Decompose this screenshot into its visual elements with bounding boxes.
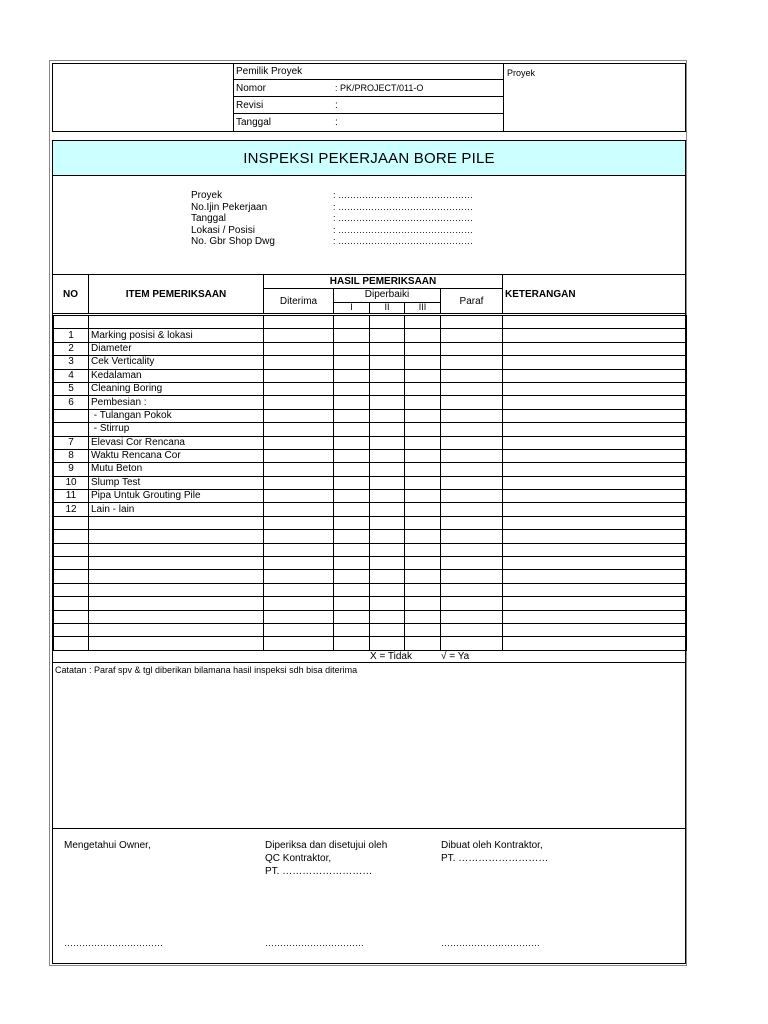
header-item: ITEM PEMERIKSAAN: [125, 289, 227, 300]
table-row: [54, 557, 687, 570]
revisi-row: [233, 97, 503, 114]
header-i: I: [350, 302, 353, 312]
tanggal-header-label: Tanggal: [236, 117, 272, 128]
info-row: [191, 236, 501, 248]
table-row: [54, 623, 687, 636]
table-header: [53, 274, 685, 314]
row-no: 1: [54, 329, 89, 342]
table-row: [54, 409, 687, 422]
header-keterangan: KETERANGAN: [505, 289, 576, 300]
table-row: [54, 356, 687, 369]
table-row: [54, 490, 687, 503]
table-row: [54, 316, 687, 329]
row-item: Diameter: [89, 342, 264, 355]
row-item: Cek Verticality: [89, 356, 264, 369]
table-row: [54, 637, 687, 650]
info-label: No.Ijin Pekerjaan: [191, 201, 268, 213]
row-no: 9: [54, 463, 89, 476]
row-item: Elevasi Cor Rencana: [89, 436, 264, 449]
legend-row: [53, 651, 685, 663]
catatan-note: Catatan : Paraf spv & tgl diberikan bilamana hasil inspeksi sdh bisa diterima: [55, 665, 358, 675]
info-label: Lokasi / Posisi: [191, 224, 255, 236]
row-item: - Stirrup: [89, 423, 264, 436]
row-item: Slump Test: [89, 476, 264, 489]
header-ii: II: [384, 302, 390, 312]
row-item: Mutu Beton: [89, 463, 264, 476]
logo-cell: [53, 64, 234, 131]
qc-signature-line: ……………………………: [265, 938, 364, 948]
info-value: : ………………………………………: [333, 201, 474, 212]
table-row: [54, 436, 687, 449]
table-row: [54, 516, 687, 529]
row-item: Pipa Untuk Grouting Pile: [89, 490, 264, 503]
table-row: [54, 503, 687, 516]
row-item: - Tulangan Pokok: [89, 409, 264, 422]
header-paraf: Paraf: [459, 296, 484, 307]
info-value: : ………………………………………: [333, 236, 474, 246]
qc-caption-2: QC Kontraktor,: [265, 853, 332, 864]
kontraktor-signature-line: ……………………………: [441, 938, 540, 948]
pemilik-label: Pemilik Proyek: [236, 66, 303, 77]
form-title: INSPEKSI PEKERJAAN BORE PILE: [243, 149, 495, 167]
table-row: [54, 449, 687, 462]
info-row: [191, 190, 501, 202]
row-no: [54, 423, 89, 436]
nomor-label: Nomor: [236, 83, 267, 94]
nomor-row: [233, 80, 503, 97]
info-label: Tanggal: [191, 213, 227, 224]
owner-caption: Mengetahui Owner,: [64, 840, 151, 851]
info-value: : ………………………………………: [333, 190, 474, 200]
nomor-value: : PK/PROJECT/011-O: [335, 83, 424, 93]
info-value: : ………………………………………: [333, 213, 474, 223]
table-row: [54, 543, 687, 556]
table-row: [54, 530, 687, 543]
title-bar: [53, 141, 685, 176]
row-item: Lain - lain: [89, 503, 264, 516]
row-no: 4: [54, 369, 89, 382]
revisi-label: Revisi: [236, 100, 264, 111]
table-row: [54, 610, 687, 623]
info-fields: [191, 190, 501, 248]
header-no: NO: [63, 289, 78, 300]
row-no: 3: [54, 356, 89, 369]
info-value: : ………………………………………: [333, 224, 474, 235]
pemilik-row: [233, 63, 503, 80]
info-row: [191, 225, 501, 237]
table-row: [54, 583, 687, 596]
revisi-value: :: [335, 100, 338, 111]
row-no: 5: [54, 382, 89, 395]
signature-divider: [53, 828, 685, 829]
table-row: [54, 570, 687, 583]
row-no: 10: [54, 476, 89, 489]
signature-qc: [265, 839, 387, 878]
header-iii: III: [418, 302, 427, 312]
kontraktor-company: PT. ………………………: [441, 853, 549, 864]
info-label: Proyek: [191, 190, 223, 201]
row-no: 11: [54, 490, 89, 503]
table-row: [54, 597, 687, 610]
table-row: [54, 396, 687, 409]
header-hasil: HASIL PEMERIKSAAN: [329, 276, 437, 287]
owner-signature-line: ……………………………: [64, 938, 163, 948]
qc-caption-1: Diperiksa dan disetujui oleh: [265, 840, 388, 851]
row-item: Cleaning Boring: [89, 382, 264, 395]
row-no: 6: [54, 396, 89, 409]
row-no: 2: [54, 342, 89, 355]
legend-ya: √ = Ya: [441, 651, 470, 662]
info-row: [191, 213, 501, 225]
kontraktor-caption: Dibuat oleh Kontraktor,: [441, 840, 543, 851]
table-row: [54, 369, 687, 382]
tanggal-header-value: :: [335, 117, 338, 128]
header-diperbaiki: Diperbaiki: [364, 289, 410, 300]
qc-company: PT. ………………………: [265, 866, 373, 877]
header-diterima: Diterima: [279, 296, 318, 307]
row-item: Waktu Rencana Cor: [89, 449, 264, 462]
table-row: [54, 463, 687, 476]
table-row: [54, 342, 687, 355]
row-no: 12: [54, 503, 89, 516]
row-no: 7: [54, 436, 89, 449]
project-cell: [503, 64, 686, 131]
row-no: [54, 409, 89, 422]
signature-owner: [64, 839, 151, 852]
table-row: [54, 329, 687, 342]
info-row: [191, 202, 501, 214]
row-no: 8: [54, 449, 89, 462]
tanggal-row: [233, 114, 503, 131]
table-row: [54, 382, 687, 395]
row-item: Marking posisi & lokasi: [89, 329, 264, 342]
legend-tidak: X = Tidak: [370, 651, 412, 662]
info-label: No. Gbr Shop Dwg: [191, 236, 275, 247]
signature-kontraktor: [441, 839, 548, 865]
table-row: [54, 476, 687, 489]
row-item: Pembesian :: [89, 396, 264, 409]
row-item: Kedalaman: [89, 369, 264, 382]
table-row: [54, 423, 687, 436]
proyek-header-label: Proyek: [507, 68, 536, 78]
inspection-table: [53, 315, 687, 651]
